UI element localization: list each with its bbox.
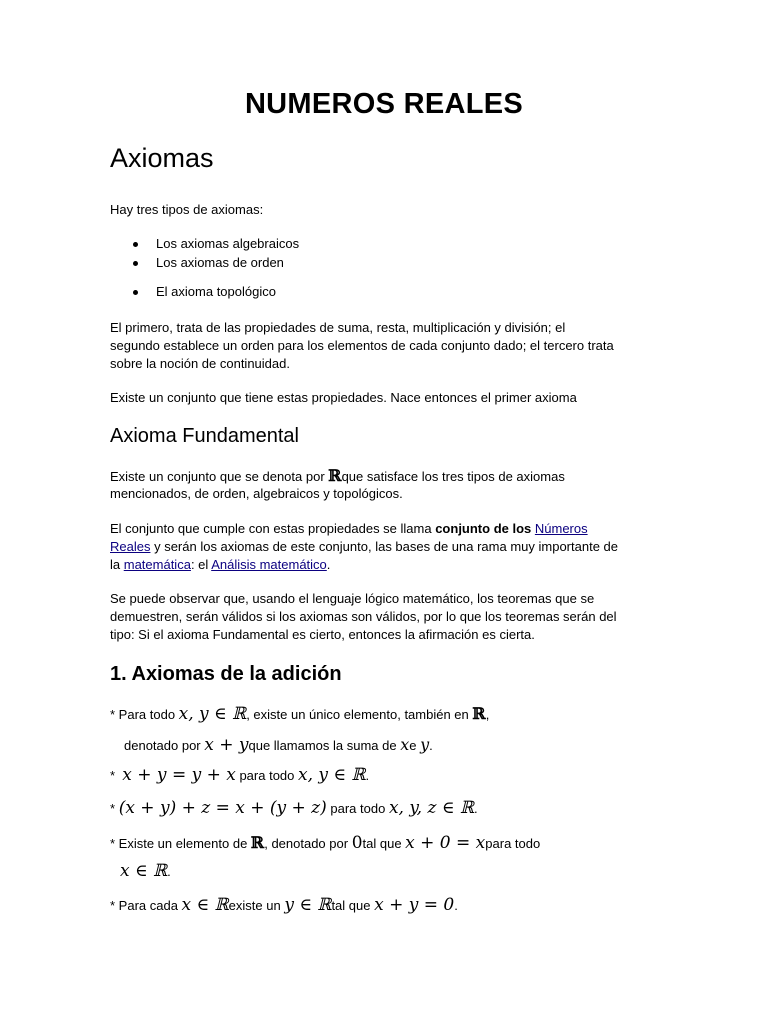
paragraph-line: Existe un conjunto que tiene estas propiedades. Nace entonces el primer axioma [110, 390, 577, 405]
axiom-line [120, 862, 171, 881]
math-expression: x, y ∈ ℝ [298, 765, 366, 785]
text-run: * Para todo [110, 707, 179, 722]
math-expression: x + y [204, 735, 249, 755]
paragraph-line: sobre la noción de continuidad. [110, 356, 290, 371]
bold-text: conjunto de los [435, 521, 535, 536]
text-run: tal que [362, 836, 406, 851]
paragraph-line [110, 467, 565, 486]
real-numbers-symbol: ℝ [250, 833, 265, 852]
link-analisis-matematico[interactable]: Análisis matemático [211, 557, 327, 572]
paragraph-line [110, 520, 588, 538]
text-run: y serán los axiomas de este conjunto, las bases de una rama muy importante de [150, 539, 618, 554]
math-expression: x, y ∈ ℝ [178, 704, 247, 724]
text-run: para todo [326, 801, 389, 816]
heading-axiomas-adicion: 1. Axiomas de la adición [110, 663, 342, 685]
paragraph-line [110, 556, 330, 574]
math-expression: x ∈ ℝ [181, 895, 229, 915]
text-run: denotado por [124, 738, 205, 753]
bullet-item: El axioma topológico [156, 284, 276, 299]
text-run: : el [190, 557, 212, 572]
text-run: tal que [331, 898, 375, 913]
text-run: la [110, 557, 124, 572]
text-run: . [326, 557, 331, 572]
text-run: existe un [228, 898, 285, 913]
text-run: * Para cada [110, 898, 182, 913]
axiom-line [124, 736, 433, 755]
page-title: NUMEROS REALES [244, 88, 524, 120]
text-run: * [110, 801, 116, 816]
math-zero: 0 [351, 833, 363, 853]
text-run: e [409, 738, 421, 753]
paragraph-line: El primero, trata de las propiedades de suma, resta, multiplicación y división; el [110, 320, 566, 335]
math-expression: x ∈ ℝ [120, 861, 168, 881]
link-matematica[interactable]: matemática [123, 557, 191, 572]
text-run: El conjunto que cumple con estas propiedades se llama [110, 521, 436, 536]
paragraph-line [110, 538, 618, 556]
axiom-line [110, 834, 540, 853]
math-variable: x [400, 735, 410, 754]
math-variable: y [420, 735, 430, 754]
paragraph-line: segundo establece un orden para los elementos de cada conjunto dado; el tercero trata [110, 338, 614, 353]
axiom-line [110, 705, 489, 724]
math-expression: (x + y) + z = x + (y + z) [118, 798, 327, 818]
math-expression: y ∈ ℝ [284, 895, 332, 915]
link-numeros-reales[interactable]: Números [534, 521, 588, 536]
text-run: , denotado por [264, 836, 352, 851]
heading-axiomas: Axiomas [110, 143, 214, 173]
paragraph-line: Se puede observar que, usando el lenguaje lógico matemático, los teoremas que se [110, 591, 595, 606]
text-run: * [110, 768, 116, 783]
math-expression: x + y = 0 [374, 895, 455, 915]
bullet-item: Los axiomas de orden [156, 255, 284, 270]
paragraph-line: demuestren, serán válidos si los axiomas son válidos, por lo que los teoremas serán del [110, 609, 617, 624]
link-numeros-reales[interactable]: Reales [110, 539, 151, 554]
text-run: . [454, 898, 458, 913]
math-expression: x + y = y + x [122, 765, 236, 785]
text-run: . [473, 801, 478, 816]
math-expression: x + 0 = x [405, 833, 486, 853]
text-run: . [167, 864, 171, 879]
text-run: que llamamos la suma de [248, 738, 401, 753]
text-run: para todo [235, 768, 298, 783]
heading-axioma-fundamental: Axioma Fundamental [110, 425, 299, 447]
axiom-line [110, 896, 458, 915]
text-run: . [429, 738, 433, 753]
bullet-dot [133, 242, 138, 247]
text-run: que satisface los tres tipos de axiomas [341, 469, 565, 484]
bullet-dot [133, 261, 138, 266]
intro-text: Hay tres tipos de axiomas: [110, 202, 264, 217]
text-run: Existe un conjunto que se denota por [110, 469, 329, 484]
text-run: , [485, 707, 490, 722]
text-run: . [365, 768, 370, 783]
text-run: , existe un único elemento, también en [246, 707, 473, 722]
math-expression: x, y, z ∈ ℝ [388, 798, 474, 818]
axiom-line [110, 766, 369, 785]
text-run: * Existe un elemento de [110, 836, 251, 851]
real-numbers-symbol: ℝ [472, 704, 486, 723]
axiom-line [110, 799, 478, 818]
text-run: para todo [485, 836, 541, 851]
real-numbers-symbol: ℝ [328, 466, 342, 485]
paragraph-line: tipo: Si el axioma Fundamental es cierto, entonces la afirmación es cierta. [110, 627, 535, 642]
bullet-item: Los axiomas algebraicos [156, 236, 300, 251]
paragraph-line: mencionados, de orden, algebraicos y topológicos. [110, 486, 403, 501]
bullet-dot [133, 290, 138, 295]
